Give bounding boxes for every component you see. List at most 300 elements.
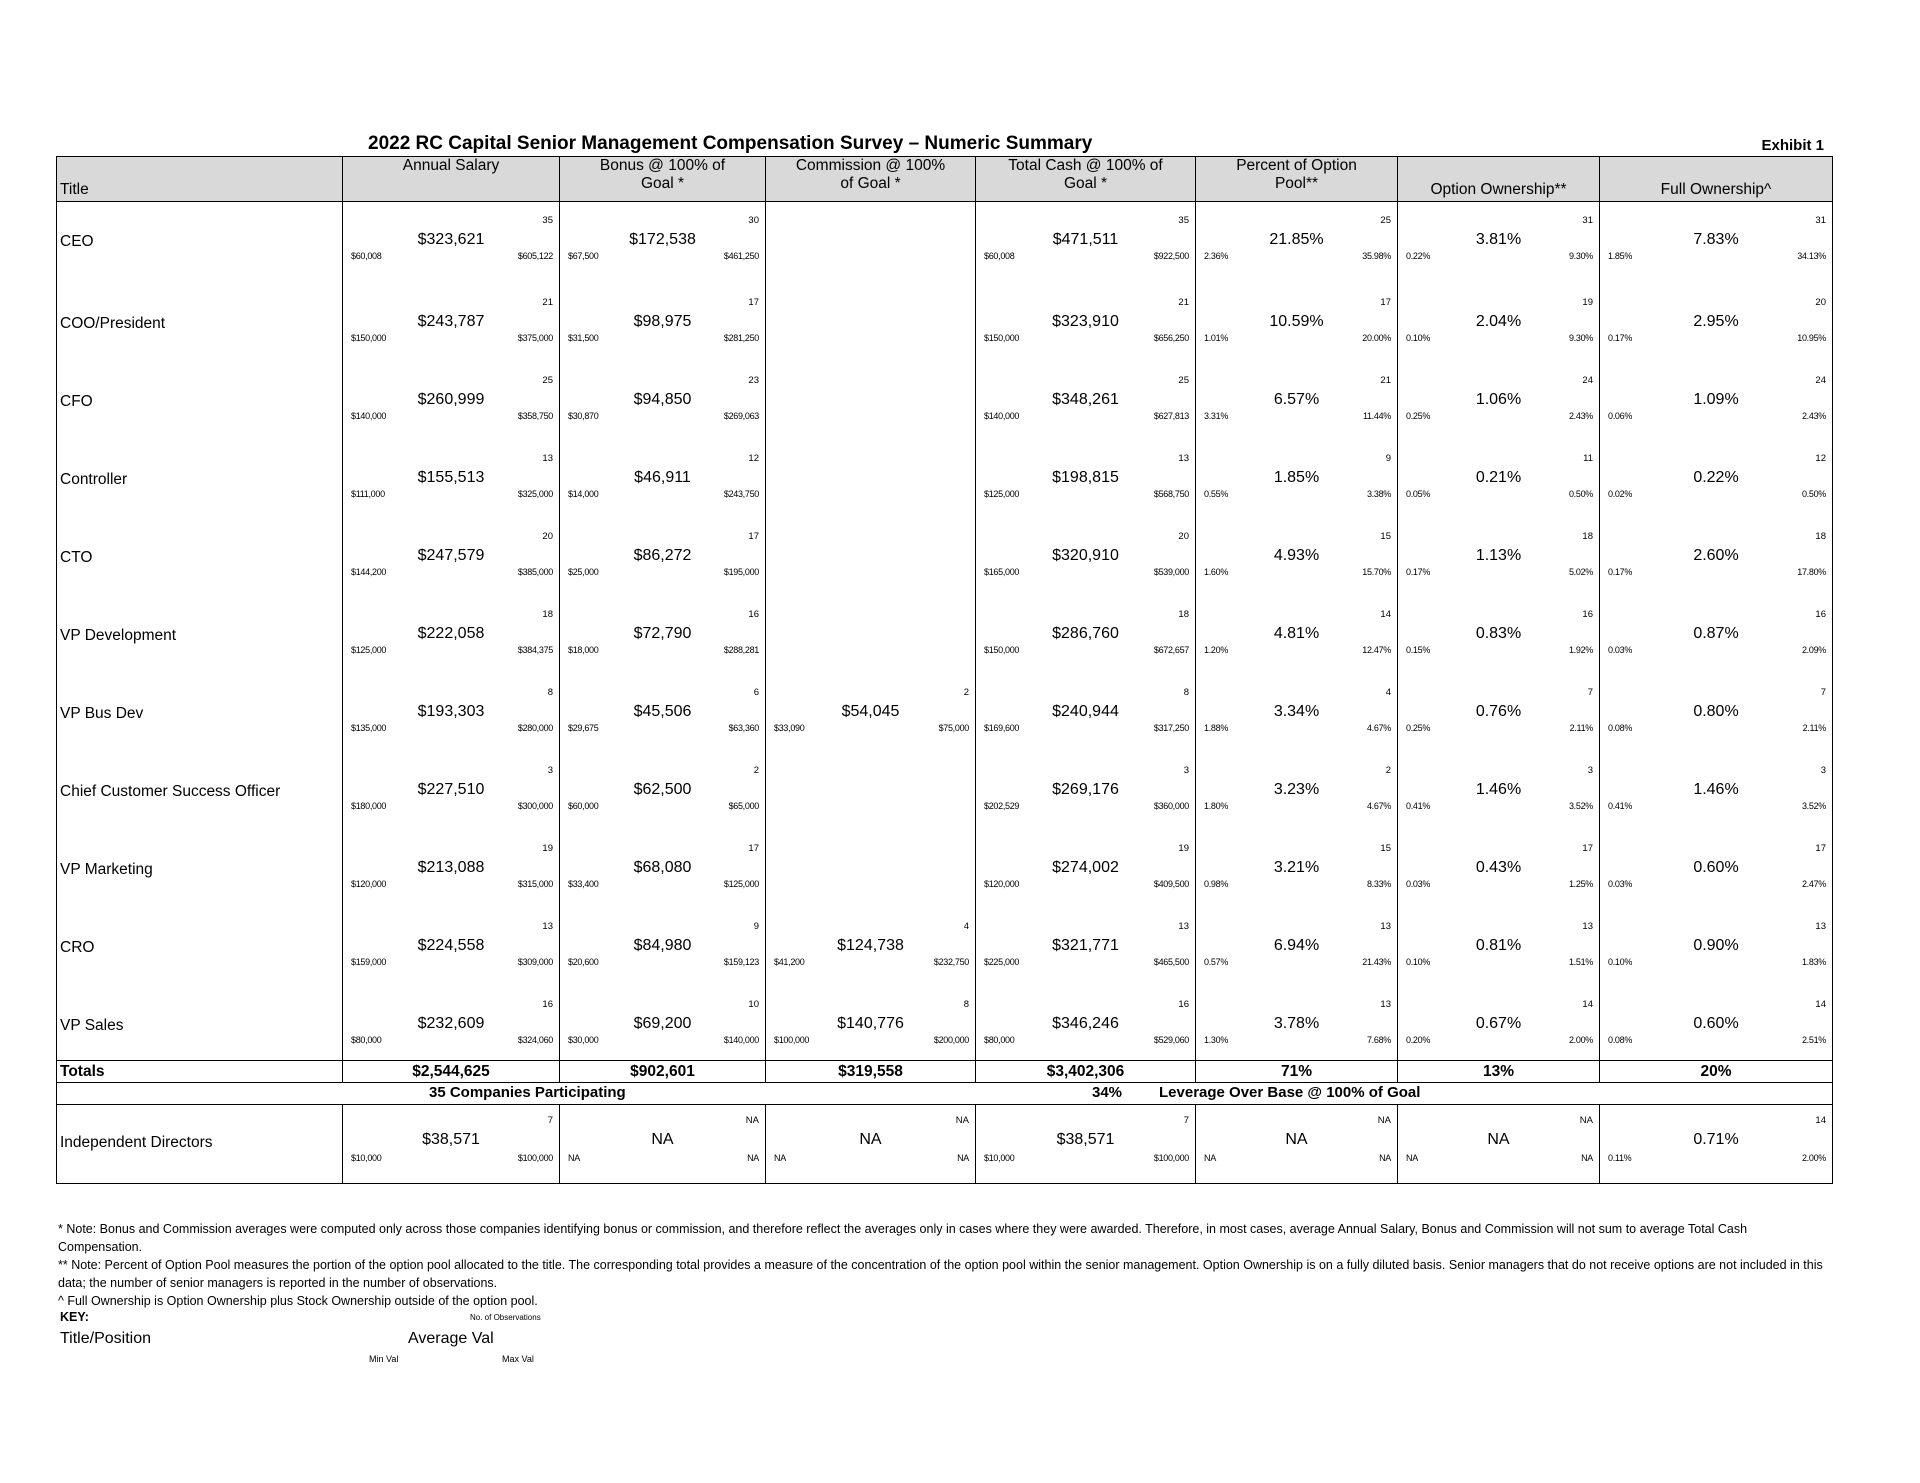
- total-cash-cell: [976, 596, 1196, 674]
- total-cash-cell: [976, 908, 1196, 986]
- average-value: 0.60%: [1693, 859, 1739, 876]
- max-value: 20.00%: [1362, 333, 1391, 343]
- min-value: 0.03%: [1406, 879, 1431, 889]
- salary-cell: [343, 440, 560, 518]
- min-value: $144,200: [351, 567, 387, 577]
- min-value: NA: [1204, 1153, 1216, 1163]
- total-cash-cell: [976, 986, 1196, 1061]
- observations: 14: [1582, 999, 1593, 1010]
- max-value: 15.70%: [1362, 567, 1391, 577]
- full-ownership-cell: [1600, 202, 1833, 285]
- full-ownership-cell: [1600, 1105, 1833, 1184]
- footnote-option-pool: ** Note: Percent of Option Pool measures the portion of the option pool allocated to the title. The corresponding total provides a measure of the concentration of the option pool within the senior management. Option Ownership is on a fully diluted basis. Senior managers that do not receive options are not included in this data; the number of senior managers is reported in the number of observations.: [58, 1258, 1823, 1290]
- min-value: $100,000: [774, 1035, 810, 1045]
- min-value: 0.41%: [1406, 801, 1431, 811]
- observations: 8: [963, 999, 969, 1010]
- row-title-text: VP Sales: [60, 1017, 124, 1034]
- min-value: 1.85%: [1608, 251, 1633, 261]
- min-value: $60,008: [351, 251, 382, 261]
- participation-cell: [57, 1083, 1833, 1105]
- max-value: $656,250: [1153, 333, 1189, 343]
- observations: 18: [1582, 531, 1593, 542]
- exhibit-label: Exhibit 1: [1761, 137, 1824, 154]
- min-value: 1.60%: [1204, 567, 1229, 577]
- min-value: $60,008: [984, 251, 1015, 261]
- commission-cell: [766, 362, 976, 440]
- observations: 9: [1385, 453, 1391, 464]
- average-value: $471,511: [1052, 231, 1119, 248]
- max-value: $385,000: [517, 567, 553, 577]
- option-ownership-cell: [1398, 830, 1600, 908]
- observations: 19: [1178, 843, 1189, 854]
- max-value: 2.11%: [1802, 723, 1826, 733]
- average-value: 21.85%: [1269, 231, 1324, 248]
- observations: 17: [748, 843, 759, 854]
- observations: 19: [542, 843, 553, 854]
- average-value: $232,609: [417, 1015, 485, 1032]
- min-value: $120,000: [984, 879, 1020, 889]
- table-row: [57, 518, 1833, 596]
- row-title: [57, 908, 343, 986]
- observations: 18: [1178, 609, 1189, 620]
- full-ownership-cell: [1600, 284, 1833, 362]
- salary-cell: [343, 284, 560, 362]
- header-option-ownership: Option Ownership**: [1398, 157, 1600, 202]
- table-row: [57, 440, 1833, 518]
- average-value: 0.76%: [1475, 703, 1522, 720]
- min-value: 0.03%: [1608, 645, 1633, 655]
- average-value: $38,571: [422, 1131, 480, 1148]
- average-value: $227,510: [417, 781, 485, 798]
- max-value: 8.33%: [1366, 879, 1391, 889]
- row-title-text: Chief Customer Success Officer: [60, 783, 281, 800]
- salary-cell: [343, 596, 560, 674]
- average-value: 2.95%: [1693, 313, 1739, 330]
- max-value: $75,000: [938, 723, 969, 733]
- observations: 2: [1385, 765, 1391, 776]
- average-value: 3.34%: [1273, 703, 1320, 720]
- salary-cell: [343, 202, 560, 285]
- average-value: $198,815: [1052, 469, 1119, 486]
- max-value: $100,000: [1153, 1153, 1189, 1163]
- max-value: 4.67%: [1366, 723, 1391, 733]
- observations: 13: [1380, 921, 1391, 932]
- max-value: $300,000: [517, 801, 553, 811]
- average-value: NA: [1285, 1131, 1308, 1148]
- observations: 13: [1178, 453, 1189, 464]
- max-value: $375,000: [517, 333, 553, 343]
- average-value: 0.87%: [1693, 625, 1739, 642]
- min-value: $33,400: [568, 879, 599, 889]
- bonus-cell: [560, 518, 766, 596]
- observations: 7: [1820, 687, 1826, 698]
- salary-cell: [343, 908, 560, 986]
- max-value: $65,000: [728, 801, 759, 811]
- option-pool-cell: [1196, 674, 1398, 752]
- min-value: NA: [568, 1153, 580, 1163]
- average-value: $68,080: [633, 859, 692, 876]
- key-max: Max Val: [502, 1354, 534, 1364]
- max-value: NA: [957, 1153, 969, 1163]
- leverage-percent: 34%: [1092, 1084, 1123, 1101]
- key-min: Min Val: [369, 1354, 399, 1364]
- max-value: 9.30%: [1568, 251, 1593, 261]
- observations: 23: [748, 375, 759, 386]
- average-value: 2.04%: [1475, 313, 1522, 330]
- max-value: 34.13%: [1797, 251, 1826, 261]
- observations: 11: [1583, 453, 1593, 464]
- min-value: $150,000: [984, 333, 1020, 343]
- row-title: [57, 674, 343, 752]
- observations: 19: [1582, 297, 1593, 308]
- header-title: Title: [57, 157, 343, 202]
- observations: 13: [1815, 921, 1826, 932]
- observations: 35: [1178, 215, 1189, 226]
- average-value: 3.21%: [1273, 859, 1320, 876]
- observations: 16: [542, 999, 553, 1010]
- salary-cell: [343, 986, 560, 1061]
- min-value: $67,500: [568, 251, 599, 261]
- participation-row: [57, 1083, 1833, 1105]
- min-value: $18,000: [568, 645, 599, 655]
- min-value: $125,000: [351, 645, 387, 655]
- average-value: 4.93%: [1273, 547, 1320, 564]
- total-cash-cell: [976, 362, 1196, 440]
- observations: 24: [1815, 375, 1826, 386]
- average-value: $320,910: [1052, 547, 1119, 564]
- min-value: $31,500: [568, 333, 599, 343]
- observations: 30: [748, 215, 759, 226]
- observations: 20: [1815, 297, 1826, 308]
- total-bonus: $902,601: [560, 1061, 766, 1083]
- average-value: $323,910: [1052, 313, 1119, 330]
- commission-cell: [766, 752, 976, 830]
- min-value: $41,200: [774, 957, 805, 967]
- min-value: $150,000: [984, 645, 1020, 655]
- min-value: $111,000: [351, 489, 385, 499]
- observations: 7: [547, 1115, 553, 1126]
- min-value: 0.98%: [1204, 879, 1229, 889]
- observations: 13: [1380, 999, 1391, 1010]
- max-value: $315,000: [517, 879, 553, 889]
- average-value: 2.60%: [1693, 547, 1739, 564]
- average-value: 3.81%: [1475, 231, 1522, 248]
- max-value: 2.47%: [1801, 879, 1826, 889]
- observations: 6: [753, 687, 759, 698]
- bonus-cell: [560, 284, 766, 362]
- full-ownership-cell: [1600, 752, 1833, 830]
- max-value: $317,250: [1153, 723, 1189, 733]
- min-value: $10,000: [984, 1153, 1015, 1163]
- observations: 3: [1587, 765, 1593, 776]
- bonus-cell: [560, 1105, 766, 1184]
- min-value: 0.10%: [1608, 957, 1633, 967]
- option-pool-cell: [1196, 1105, 1398, 1184]
- total-option-ownership: 13%: [1398, 1061, 1600, 1083]
- observations: 2: [753, 765, 759, 776]
- average-value: $38,571: [1056, 1131, 1115, 1148]
- observations: 2: [963, 687, 969, 698]
- option-ownership-cell: [1398, 362, 1600, 440]
- bonus-cell: [560, 440, 766, 518]
- salary-cell: [343, 752, 560, 830]
- row-title: [57, 986, 343, 1061]
- observations: 3: [1183, 765, 1189, 776]
- commission-cell: [766, 518, 976, 596]
- observations: 14: [1380, 609, 1391, 620]
- total-option-pool: 71%: [1196, 1061, 1398, 1083]
- min-value: $159,000: [351, 957, 387, 967]
- header-full-ownership: Full Ownership^: [1600, 157, 1833, 202]
- row-title-text: VP Marketing: [60, 861, 153, 878]
- max-value: $529,060: [1153, 1035, 1189, 1045]
- observations: NA: [1579, 1115, 1593, 1126]
- total-commission: $319,558: [766, 1061, 976, 1083]
- min-value: 0.15%: [1406, 645, 1431, 655]
- observations: 16: [1178, 999, 1189, 1010]
- table-row: [57, 752, 1833, 830]
- min-value: 1.20%: [1204, 645, 1229, 655]
- min-value: 0.05%: [1406, 489, 1431, 499]
- row-title: [57, 440, 343, 518]
- min-value: 1.88%: [1204, 723, 1229, 733]
- header-total-cash: Total Cash @ 100% of Goal *: [976, 157, 1196, 202]
- observations: 24: [1582, 375, 1593, 386]
- observations: 20: [542, 531, 553, 542]
- bonus-cell: [560, 202, 766, 285]
- option-pool-cell: [1196, 908, 1398, 986]
- max-value: 35.98%: [1362, 251, 1391, 261]
- observations: 21: [542, 297, 553, 308]
- min-value: $165,000: [984, 567, 1020, 577]
- observations: 13: [542, 453, 553, 464]
- min-value: 0.17%: [1608, 333, 1633, 343]
- max-value: 2.43%: [1801, 411, 1826, 421]
- average-value: 3.78%: [1273, 1015, 1320, 1032]
- min-value: NA: [774, 1153, 786, 1163]
- footnotes: [58, 1220, 1828, 1310]
- min-value: $140,000: [351, 411, 387, 421]
- average-value: NA: [859, 1131, 882, 1148]
- average-value: $243,787: [417, 313, 485, 330]
- bonus-cell: [560, 830, 766, 908]
- footnote-full-ownership: ^ Full Ownership is Option Ownership plus Stock Ownership outside of the option pool.: [58, 1294, 538, 1308]
- option-ownership-cell: [1398, 440, 1600, 518]
- average-value: 1.85%: [1273, 469, 1320, 486]
- max-value: 2.09%: [1801, 645, 1826, 655]
- max-value: $605,122: [517, 251, 553, 261]
- max-value: 2.51%: [1801, 1035, 1826, 1045]
- option-pool-cell: [1196, 830, 1398, 908]
- total-cash-cell: [976, 1105, 1196, 1184]
- average-value: $94,850: [633, 391, 692, 408]
- max-value: 2.00%: [1801, 1153, 1826, 1163]
- max-value: 17.80%: [1797, 567, 1826, 577]
- max-value: 0.50%: [1801, 489, 1826, 499]
- average-value: 0.21%: [1475, 469, 1522, 486]
- bonus-cell: [560, 596, 766, 674]
- average-value: 0.90%: [1693, 937, 1739, 954]
- min-value: $80,000: [984, 1035, 1015, 1045]
- max-value: $627,813: [1153, 411, 1189, 421]
- max-value: 3.52%: [1801, 801, 1826, 811]
- full-ownership-cell: [1600, 674, 1833, 752]
- max-value: $309,000: [517, 957, 553, 967]
- total-cash-cell: [976, 830, 1196, 908]
- max-value: 1.92%: [1568, 645, 1593, 655]
- min-value: 1.80%: [1204, 801, 1229, 811]
- min-value: 0.17%: [1406, 567, 1431, 577]
- average-value: $54,045: [841, 703, 900, 720]
- max-value: NA: [1379, 1153, 1391, 1163]
- max-value: 0.50%: [1568, 489, 1593, 499]
- header-salary: Annual Salary: [343, 157, 560, 202]
- average-value: 1.06%: [1475, 391, 1522, 408]
- salary-cell: [343, 1105, 560, 1184]
- commission-cell: [766, 596, 976, 674]
- min-value: 0.41%: [1608, 801, 1633, 811]
- max-value: $269,063: [723, 411, 759, 421]
- min-value: 0.08%: [1608, 723, 1633, 733]
- average-value: 0.71%: [1693, 1131, 1739, 1148]
- average-value: $213,088: [417, 859, 485, 876]
- average-value: 1.13%: [1475, 547, 1522, 564]
- commission-cell: [766, 440, 976, 518]
- min-value: 0.22%: [1406, 251, 1431, 261]
- full-ownership-cell: [1600, 986, 1833, 1061]
- max-value: 2.43%: [1568, 411, 1593, 421]
- observations: 16: [1815, 609, 1826, 620]
- average-value: 0.67%: [1475, 1015, 1522, 1032]
- row-title-text: CFO: [60, 393, 93, 410]
- max-value: $232,750: [933, 957, 969, 967]
- min-value: $180,000: [351, 801, 387, 811]
- row-title-text: CTO: [60, 549, 93, 566]
- header-commission: Commission @ 100% of Goal *: [766, 157, 976, 202]
- average-value: $321,771: [1052, 937, 1119, 954]
- commission-cell: [766, 674, 976, 752]
- max-value: $384,375: [517, 645, 553, 655]
- full-ownership-cell: [1600, 440, 1833, 518]
- row-title: [57, 202, 343, 285]
- observations: 25: [1178, 375, 1189, 386]
- average-value: $124,738: [837, 937, 904, 954]
- average-value: $286,760: [1052, 625, 1119, 642]
- max-value: $159,123: [723, 957, 759, 967]
- leverage-label: Leverage Over Base @ 100% of Goal: [1159, 1084, 1421, 1101]
- average-value: $98,975: [633, 313, 692, 330]
- max-value: 2.00%: [1568, 1035, 1593, 1045]
- observations: 12: [1815, 453, 1826, 464]
- average-value: $323,621: [417, 231, 485, 248]
- min-value: 1.30%: [1204, 1035, 1229, 1045]
- min-value: 0.06%: [1608, 411, 1633, 421]
- option-pool-cell: [1196, 752, 1398, 830]
- average-value: $269,176: [1052, 781, 1119, 798]
- max-value: $324,060: [517, 1035, 553, 1045]
- average-value: $222,058: [417, 625, 485, 642]
- option-ownership-cell: [1398, 596, 1600, 674]
- average-value: NA: [1487, 1131, 1510, 1148]
- option-pool-cell: [1196, 440, 1398, 518]
- row-title-text: VP Bus Dev: [60, 705, 144, 722]
- min-value: 1.01%: [1204, 333, 1229, 343]
- observations: 16: [748, 609, 759, 620]
- row-title: [57, 752, 343, 830]
- row-title: [57, 284, 343, 362]
- full-ownership-cell: [1600, 830, 1833, 908]
- observations: 7: [1587, 687, 1593, 698]
- max-value: $672,657: [1153, 645, 1189, 655]
- commission-cell: [766, 908, 976, 986]
- average-value: 1.46%: [1475, 781, 1522, 798]
- total-cash-cell: [976, 518, 1196, 596]
- max-value: $243,750: [723, 489, 759, 499]
- total-cash-cell: [976, 202, 1196, 285]
- commission-cell: [766, 202, 976, 285]
- min-value: $29,675: [568, 723, 599, 733]
- observations: 4: [1385, 687, 1391, 698]
- observations: 14: [1815, 1115, 1826, 1126]
- observations: 20: [1178, 531, 1189, 542]
- salary-cell: [343, 674, 560, 752]
- max-value: NA: [1581, 1153, 1593, 1163]
- min-value: $125,000: [984, 489, 1020, 499]
- commission-cell: [766, 284, 976, 362]
- min-value: $25,000: [568, 567, 599, 577]
- row-title: [57, 362, 343, 440]
- max-value: $358,750: [517, 411, 553, 421]
- max-value: $140,000: [723, 1035, 759, 1045]
- average-value: 0.43%: [1475, 859, 1522, 876]
- min-value: 0.20%: [1406, 1035, 1431, 1045]
- max-value: 11.44%: [1362, 411, 1391, 421]
- max-value: $195,000: [723, 567, 759, 577]
- option-pool-cell: [1196, 202, 1398, 285]
- row-title: [57, 596, 343, 674]
- observations: 17: [1815, 843, 1826, 854]
- compensation-table: [56, 156, 1833, 1184]
- min-value: 0.10%: [1406, 333, 1431, 343]
- total-salary: $2,544,625: [343, 1061, 560, 1083]
- observations: 18: [1815, 531, 1826, 542]
- option-ownership-cell: [1398, 518, 1600, 596]
- total-cash-cell: [976, 440, 1196, 518]
- row-title: [57, 1105, 343, 1184]
- max-value: $922,500: [1153, 251, 1189, 261]
- header-option-pool: Percent of Option Pool**: [1196, 157, 1398, 202]
- min-value: NA: [1406, 1153, 1418, 1163]
- option-pool-cell: [1196, 596, 1398, 674]
- average-value: 1.46%: [1693, 781, 1739, 798]
- observations: 31: [1815, 215, 1826, 226]
- min-value: $30,870: [568, 411, 599, 421]
- observations: 3: [547, 765, 553, 776]
- observations: 21: [1178, 297, 1189, 308]
- observations: 31: [1582, 215, 1593, 226]
- max-value: 7.68%: [1366, 1035, 1391, 1045]
- table-row: [57, 986, 1833, 1061]
- min-value: $60,000: [568, 801, 599, 811]
- min-value: $169,600: [984, 723, 1020, 733]
- min-value: $14,000: [568, 489, 599, 499]
- bonus-cell: [560, 908, 766, 986]
- average-value: 6.94%: [1273, 937, 1320, 954]
- average-value: 7.83%: [1693, 231, 1739, 248]
- observations: NA: [745, 1115, 759, 1126]
- max-value: $360,000: [1153, 801, 1189, 811]
- max-value: $288,281: [723, 645, 759, 655]
